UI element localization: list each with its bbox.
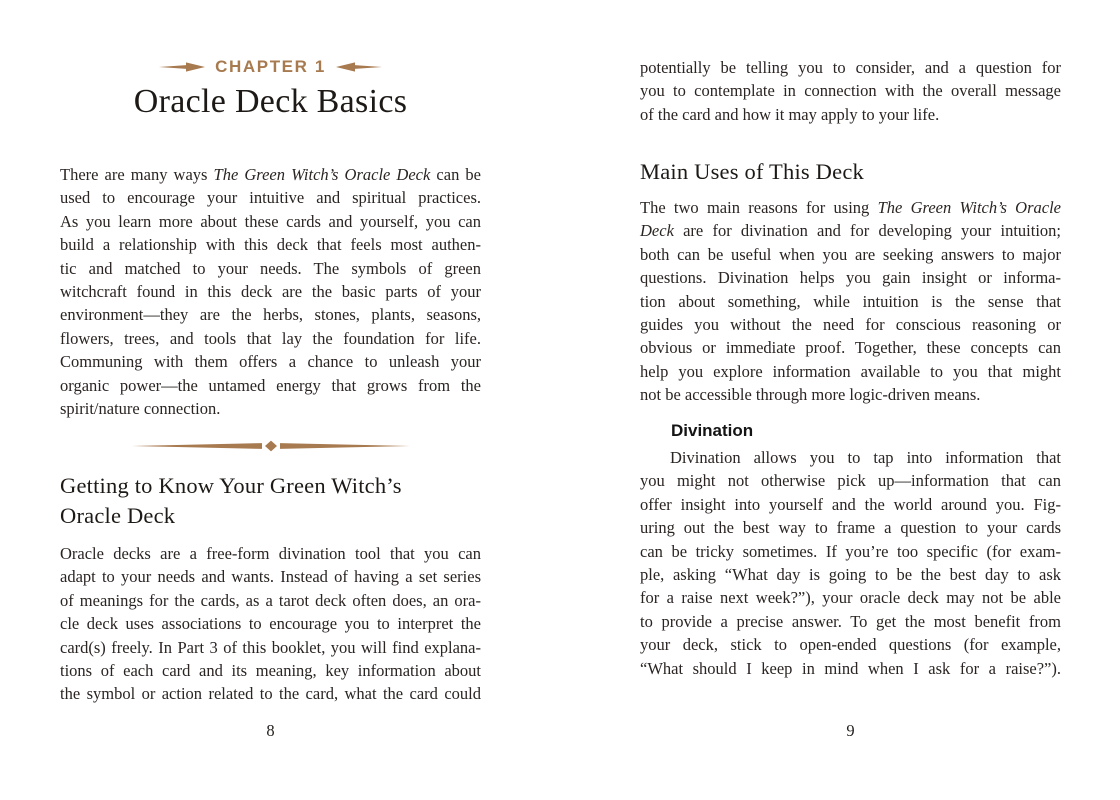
text-line: Divination allows you to tap into information that [670,448,1061,467]
text-line: witchcraft found in this deck are the basic parts of your [60,281,481,301]
text-line: used to encourage your intuitive and spiritual practices. [60,188,481,208]
page-left [60,0,481,800]
section-divider [60,438,481,459]
subsection-heading-divination: Divination [671,421,754,440]
text-line: card(s) freely. In Part 3 of this booklet, you will find explana- [60,637,481,657]
text-line: can be tricky sometimes. If you’re too specific (for exam- [640,541,1061,561]
text-line: obvious or immediate proof. Together, these concepts can [640,338,1061,358]
chapter-label: CHAPTER 1 [215,57,326,76]
text-line: potentially be telling you to consider, and a question for [640,58,1061,77]
text-line: tic and matched to your needs. The symbols of green [60,258,481,278]
text-line: Communing with them offers a chance to unleash your [60,352,481,372]
text-line: spirit/nature connection. [60,398,221,418]
text-line: uring out the best way to frame a question to your cards [640,518,1061,538]
text-line: questions. Divination helps you gain insight or informa- [640,268,1061,288]
text-line: you might not otherwise pick up—information that can [640,471,1061,491]
text-line: both can be useful when you are seeking answers to major [640,244,1061,264]
text-line: The two main reasons for using The Green Witch’s Oracle [640,198,1062,217]
tapered-divider-icon [130,438,412,454]
paragraph-main-uses [640,196,1061,407]
text-line: As you learn more about these cards and yourself, you can [60,211,481,231]
text-line: organic power—the untamed energy that grows from the [60,375,481,395]
text-line: cle deck uses associations to encourage you to interpret the [60,614,481,634]
paragraph-intro [60,163,481,420]
chapter-heading [60,57,481,77]
chapter-arrow-right-pointing-icon [159,61,205,73]
text-line: build a relationship with this deck that feels most authen- [60,235,481,255]
text-line: the symbol or action related to the card, what the card could [60,684,481,704]
text-line: you to contemplate in connection with the overall message [640,81,1061,101]
text-line: There are many ways The Green Witch’s Oracle Deck can be [60,165,481,184]
text-line: not be accessible through more logic-driven means. [640,385,981,405]
section-heading-getting-to-know [60,471,402,530]
chapter-arrow-left-pointing-icon [336,61,382,73]
text-line: tions of each card and its meaning, key information about [60,660,481,680]
text-line: to provide a precise answer. To get the most benefit from [640,611,1061,631]
text-line: “What should I keep in mind when I ask for a raise?”). [640,658,1061,678]
heading-line: Oracle Deck [60,502,176,528]
text-line: for a raise next week?”), your oracle deck may not be able [640,588,1061,608]
text-line: of meanings for the cards, as a tarot deck often does, an ora- [60,590,481,610]
text-line: adapt to your needs and wants. Instead of having a set series [60,567,481,587]
text-line: tion about something, while intuition is the sense that [640,291,1061,311]
text-line: environment—they are the herbs, stones, plants, seasons, [60,305,481,325]
paragraph-continuation [640,56,1061,126]
text-line: Oracle decks are a free-form divination tool that you can [60,544,481,563]
chapter-title: Oracle Deck Basics [133,83,408,120]
text-line: offer insight into yourself and the world around you. Fig- [640,494,1061,514]
paragraph-oracle-decks [60,542,481,706]
section-heading-main-uses: Main Uses of This Deck [640,159,864,184]
text-line: help you explore information available to you that might [640,361,1061,381]
text-line: ple, asking “What day is going to be the best day to ask [640,564,1061,584]
page-number-left: 8 [266,721,275,740]
text-line: of the card and how it may apply to your life. [640,104,940,124]
text-line: flowers, trees, and tools that lay the foundation for life. [60,328,481,348]
text-line: your deck, stick to open-ended questions (for example, [640,635,1061,655]
text-line: guides you without the need for conscious reasoning or [640,314,1061,334]
page-right [640,0,1061,800]
paragraph-divination [640,446,1061,680]
heading-line: Getting to Know Your Green Witch’s [60,473,402,498]
text-line: Deck are for divination and for developing your intuition; [640,221,1061,241]
page-number-right: 9 [846,721,855,740]
